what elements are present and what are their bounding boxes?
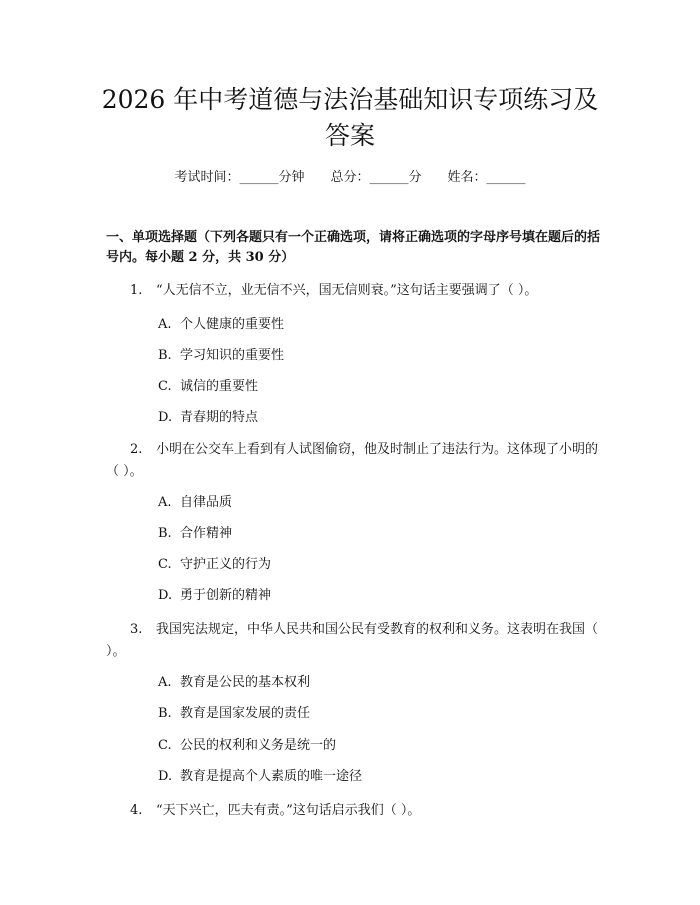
option-letter: B. [158, 706, 172, 721]
option-text: 青春期的特点 [180, 410, 259, 425]
question-2-option-b [158, 524, 232, 544]
option-letter: A. [158, 317, 172, 332]
option-letter: C. [158, 738, 172, 753]
question-2-option-d [158, 586, 271, 606]
option-text: 自律品质 [180, 495, 233, 510]
option-text: 诚信的重要性 [180, 379, 259, 394]
option-text: 教育是国家发展的责任 [180, 706, 311, 721]
option-letter: D. [158, 410, 173, 425]
total-score-label: 总分：______分 [330, 170, 422, 185]
option-letter: D. [158, 769, 173, 784]
exam-meta [0, 168, 700, 188]
question-number: 1. [130, 283, 143, 298]
question-3-option-c [158, 736, 336, 756]
question-3-option-b [158, 704, 310, 724]
question-1-option-c [158, 377, 258, 397]
option-text: 守护正义的行为 [180, 557, 272, 572]
question-3 [106, 619, 600, 663]
question-number: 4. [130, 803, 143, 818]
question-text: “人无信不立，业无信不兴，国无信则衰。”这句话主要强调了（ ）。 [156, 283, 538, 298]
option-letter: B. [158, 526, 172, 541]
option-letter: C. [158, 379, 172, 394]
option-letter: C. [158, 557, 172, 572]
option-text: 教育是提高个人素质的唯一途径 [180, 769, 363, 784]
document-title: 2026 年中考道德与法治基础知识专项练习及答案 [101, 85, 599, 150]
question-2 [106, 439, 600, 483]
question-1-option-b [158, 346, 284, 366]
question-1-option-a [158, 315, 284, 335]
option-text: 个人健康的重要性 [180, 317, 285, 332]
question-3-option-a [158, 673, 310, 693]
question-4 [106, 800, 600, 822]
option-letter: B. [158, 348, 172, 363]
question-1-option-d [158, 408, 258, 428]
option-letter: A. [158, 495, 172, 510]
section-heading: 一、单项选择题（下列各题只有一个正确选项，请将正确选项的字母序号填在题后的括号内。每小题 2 分，共 30 分） [106, 230, 601, 265]
option-text: 合作精神 [180, 526, 233, 541]
exam-time-label: 考试时间：______分钟 [174, 170, 305, 185]
option-text: 学习知识的重要性 [180, 348, 285, 363]
option-text: 教育是公民的基本权利 [180, 675, 311, 690]
question-text: 我国宪法规定，中华人民共和国公民有受教育的权利和义务。这表明在我国（ ）。 [106, 622, 599, 659]
option-text: 勇于创新的精神 [180, 588, 272, 603]
question-2-option-c [158, 555, 271, 575]
question-number: 2. [130, 442, 143, 457]
option-letter: D. [158, 588, 173, 603]
student-name-label: 姓名：______ [447, 170, 526, 185]
question-text: 小明在公交车上看到有人试图偷窃，他及时制止了违法行为。这体现了小明的（ ）。 [106, 442, 599, 479]
option-text: 公民的权利和义务是统一的 [180, 738, 337, 753]
option-letter: A. [158, 675, 172, 690]
question-number: 3. [130, 622, 143, 637]
question-3-option-d [158, 767, 362, 787]
question-2-option-a [158, 493, 232, 513]
question-text: “天下兴亡，匹夫有责。”这句话启示我们（ ）。 [156, 803, 421, 818]
question-1 [106, 280, 600, 302]
